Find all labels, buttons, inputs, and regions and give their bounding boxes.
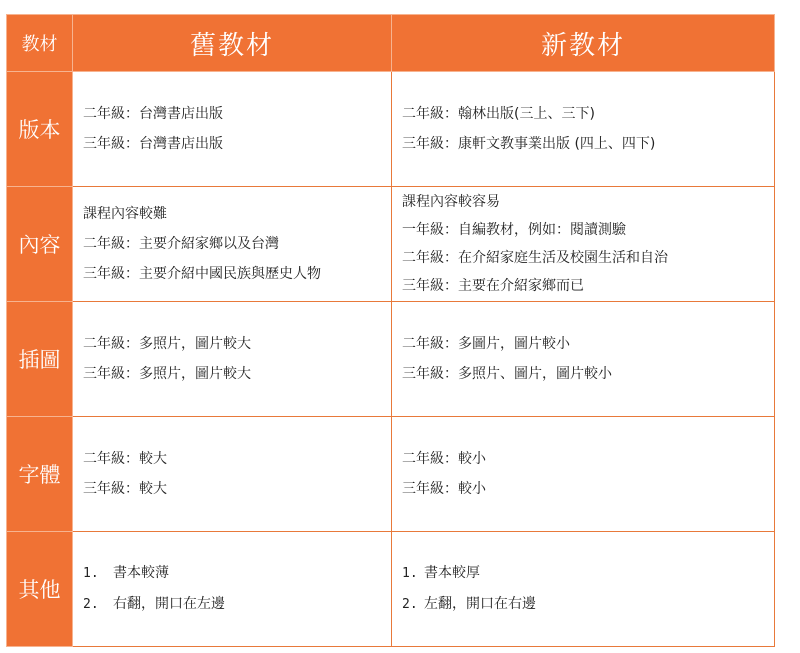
row-label-content: 內容 [7, 187, 73, 302]
old-font-cell [73, 417, 392, 532]
list-text: 書本較薄 [113, 565, 169, 581]
header-old-material: 舊教材 [73, 15, 392, 72]
new-edition-line: 三年級：康軒文教事業出版 (四上、四下) [402, 136, 656, 152]
old-illustration-line: 三年級：多照片，圖片較大 [83, 366, 251, 382]
old-content-line: 課程內容較難 [83, 206, 167, 222]
old-content-line: 三年級：主要介紹中國民族與歷史人物 [83, 266, 321, 282]
new-content-line: 一年級：自編教材，例如：閱讀測驗 [402, 222, 626, 238]
new-other-item [402, 558, 774, 589]
row-content [7, 187, 775, 302]
old-other-item [83, 558, 391, 589]
old-illustration-line: 二年級：多照片，圖片較大 [83, 336, 251, 352]
list-text: 右翻，開口在左邊 [113, 596, 225, 612]
header-new-material: 新教材 [392, 15, 775, 72]
header-label: 教材 [7, 15, 73, 72]
new-illustration-line: 二年級：多圖片，圖片較小 [402, 336, 570, 352]
old-other-item [83, 589, 391, 620]
old-other-cell [73, 532, 392, 647]
old-illustration-cell [73, 302, 392, 417]
new-edition-line: 二年級：翰林出版(三上、三下) [402, 106, 595, 122]
row-other [7, 532, 775, 647]
list-text: 左翻，開口在右邊 [424, 596, 536, 612]
old-font-line: 二年級：較大 [83, 451, 167, 467]
list-text: 書本較厚 [424, 565, 480, 581]
row-label-illustration: 插圖 [7, 302, 73, 417]
new-illustration-line: 三年級：多照片、圖片，圖片較小 [402, 366, 612, 382]
new-content-line: 二年級：在介紹家庭生活及校園生活和自治 [402, 250, 668, 266]
list-number: 2. [402, 597, 418, 612]
list-number: 1. [83, 566, 99, 581]
row-label-other: 其他 [7, 532, 73, 647]
list-number: 2. [83, 597, 99, 612]
row-font [7, 417, 775, 532]
old-font-line: 三年級：較大 [83, 481, 167, 497]
old-edition-line: 二年級：台灣書店出版 [83, 106, 223, 122]
old-content-cell [73, 187, 392, 302]
old-edition-line: 三年級：台灣書店出版 [83, 136, 223, 152]
row-illustration [7, 302, 775, 417]
list-number: 1. [402, 566, 418, 581]
new-content-line: 三年級：主要在介紹家鄉而已 [402, 278, 584, 294]
comparison-table [6, 14, 775, 647]
row-edition [7, 72, 775, 187]
new-font-cell [392, 417, 775, 532]
new-content-cell [392, 187, 775, 302]
old-edition-cell [73, 72, 392, 187]
new-content-line: 課程內容較容易 [402, 194, 500, 210]
row-label-font: 字體 [7, 417, 73, 532]
new-other-item [402, 589, 774, 620]
new-font-line: 三年級：較小 [402, 481, 486, 497]
new-edition-cell [392, 72, 775, 187]
new-font-line: 二年級：較小 [402, 451, 486, 467]
new-illustration-cell [392, 302, 775, 417]
new-other-cell [392, 532, 775, 647]
header-row [7, 15, 775, 72]
row-label-edition: 版本 [7, 72, 73, 187]
old-content-line: 二年級：主要介紹家鄉以及台灣 [83, 236, 279, 252]
